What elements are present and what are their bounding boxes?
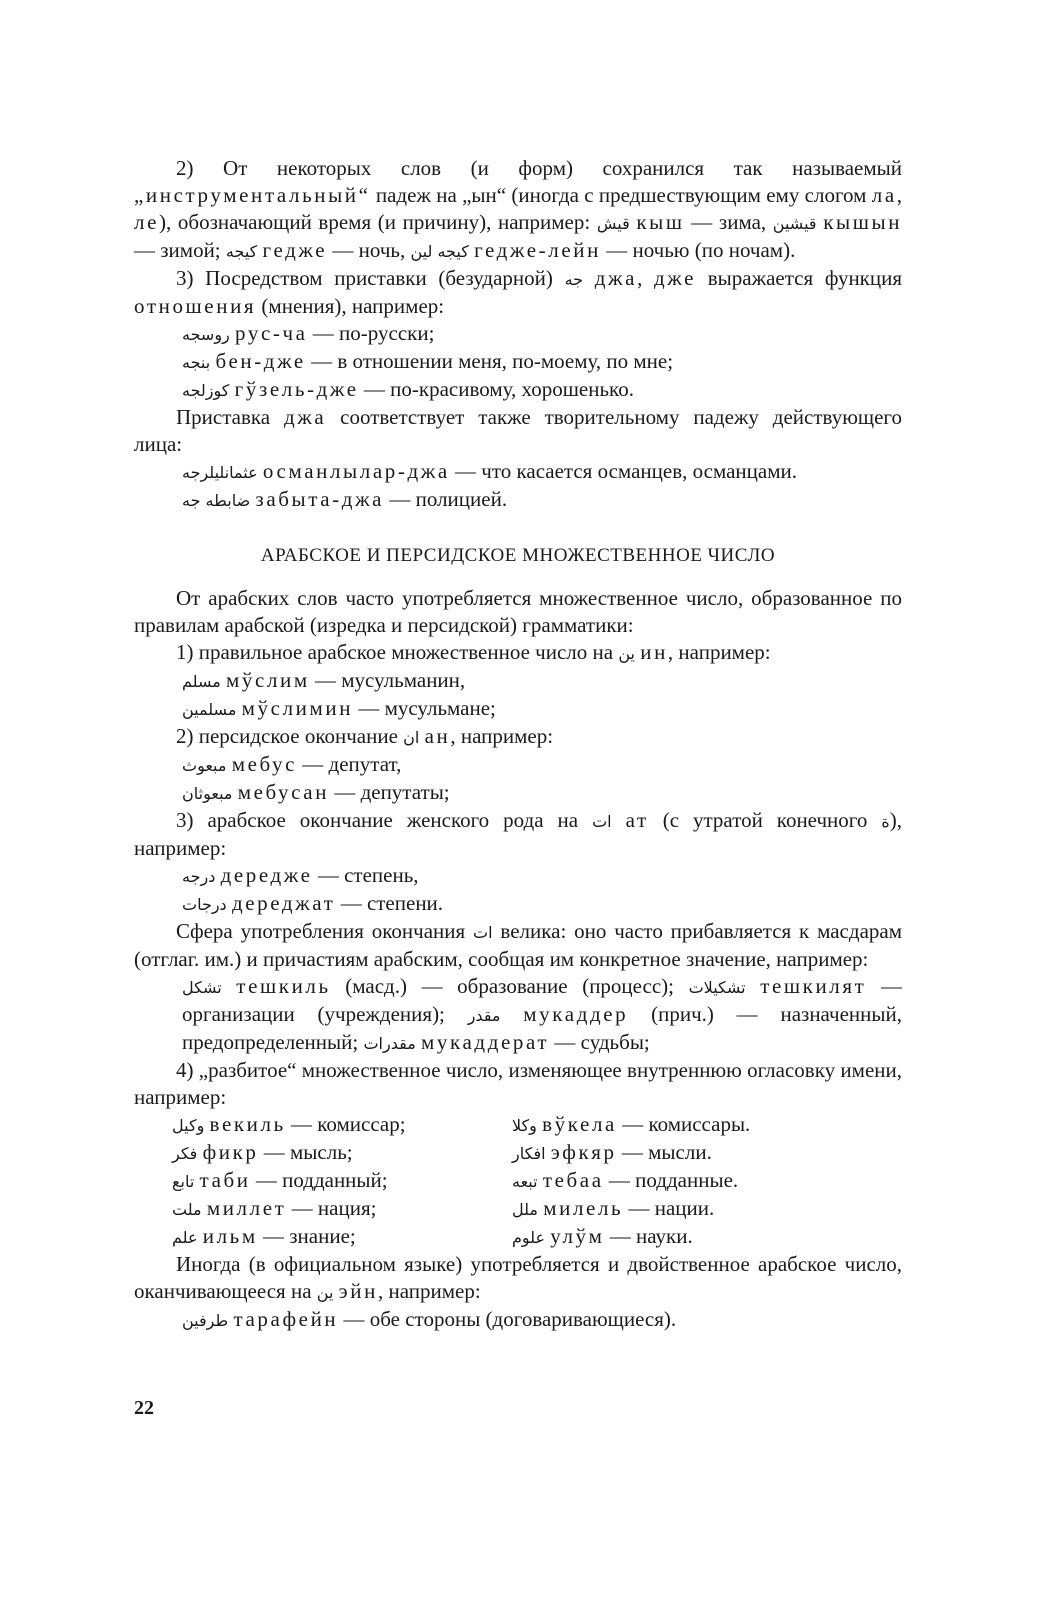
gloss: — организации (учреждения); xyxy=(182,974,903,1026)
text-run: Иногда (в официальном языке) употребляется и двойственное арабское число, оканчивающееся на xyxy=(134,1252,902,1303)
gloss: — знание; xyxy=(257,1224,356,1248)
paragraph-prefix-dzha xyxy=(134,265,902,320)
transliteration: гедже xyxy=(262,238,328,262)
arabic-word: تشكيلات xyxy=(688,978,746,997)
transliteration: забыта-джа xyxy=(255,487,385,511)
gloss: — судьбы; xyxy=(549,1030,650,1054)
text-run: велика: оно часто прибавляется к масдарам (отглаг. им.) и причастиям арабским, сообщая им конкретное значение, например: xyxy=(134,919,902,971)
gloss: — нация; xyxy=(286,1196,377,1220)
text-run: падеж на „ын“ (иногда с предшествующим ему слогом xyxy=(370,183,872,207)
transliteration: тебаа xyxy=(542,1168,604,1192)
example-line xyxy=(182,695,902,723)
gloss: — подданные. xyxy=(603,1168,739,1192)
paragraph-agent xyxy=(134,404,902,458)
text-run: ), обозначающий время (и причину), например: xyxy=(159,210,591,234)
gloss: — степень, xyxy=(312,863,419,887)
syllable-la: ла xyxy=(871,183,897,207)
broken-plural-row xyxy=(172,1111,902,1139)
gloss: — депутаты; xyxy=(329,780,450,804)
transliteration: милель xyxy=(543,1196,624,1220)
arabic-word: وكيل xyxy=(172,1116,205,1135)
gloss: (прич.) — назначенный, предопределенный; xyxy=(182,1002,902,1054)
transliteration: мебус xyxy=(231,752,298,776)
arabic-word: تشكل xyxy=(182,978,222,997)
transliteration: дередже xyxy=(220,863,313,887)
arabic-word: مسلم xyxy=(182,672,221,691)
arabic-word: مبعوثان xyxy=(182,784,233,803)
plural-cell xyxy=(512,1223,902,1251)
transliteration: кышын xyxy=(823,210,903,234)
example-line xyxy=(182,862,902,890)
transliteration: вўкела xyxy=(542,1112,617,1136)
transliteration: ат xyxy=(625,808,649,832)
arabic-word: مبعوث xyxy=(182,756,227,775)
arabic-word: ين xyxy=(618,644,635,663)
paragraph-plural-2 xyxy=(134,723,902,751)
text-run: 2) От некоторых слов (и форм) сохранился так называемый xyxy=(176,156,902,180)
arabic-word: درجات xyxy=(182,895,227,914)
gloss: — по-красивому, хорошенько. xyxy=(358,377,634,401)
plural-cell xyxy=(512,1195,902,1223)
singular-cell xyxy=(172,1111,512,1139)
transliteration: мебусан xyxy=(237,780,330,804)
gloss: — ночью (по ночам). xyxy=(600,238,796,262)
arabic-letter: ة xyxy=(881,812,890,831)
plural-cell xyxy=(512,1167,902,1195)
example-line xyxy=(182,486,902,514)
arabic-word: تابع xyxy=(172,1172,195,1191)
example-line xyxy=(182,1306,902,1334)
transliteration: ан xyxy=(424,724,451,748)
arabic-word: علم xyxy=(172,1228,198,1247)
example-line xyxy=(182,320,902,348)
transliteration: гўзель-дже xyxy=(234,377,359,401)
transliteration: таби xyxy=(199,1168,251,1192)
text-run: соответствует также творительному падежу действующего лица: xyxy=(134,405,902,456)
arabic-word: مقدر xyxy=(467,1006,501,1025)
example-line xyxy=(182,667,902,695)
transliteration: фикр xyxy=(202,1140,259,1164)
text-run: , например: xyxy=(667,640,771,664)
arabic-word: ان xyxy=(403,728,420,747)
text-block xyxy=(134,155,902,1334)
singular-cell xyxy=(172,1223,512,1251)
text-run: , xyxy=(637,266,655,290)
arabic-word: ات xyxy=(592,812,612,831)
transliteration: тешкиль xyxy=(236,974,331,998)
arabic-word: ات xyxy=(473,923,493,942)
transliteration: мўслимин xyxy=(241,696,354,720)
gloss: — депутат, xyxy=(297,752,402,776)
arabic-word: مقدرات xyxy=(363,1034,416,1053)
example-line xyxy=(182,458,902,486)
paragraph-dual xyxy=(134,1251,902,1306)
singular-cell xyxy=(172,1167,512,1195)
arabic-word: افكار xyxy=(512,1144,546,1163)
plural-cell xyxy=(512,1139,902,1167)
gloss: — обе стороны (договаривающиеся). xyxy=(338,1307,677,1331)
term-instrumental: „инструментальный“ xyxy=(134,183,371,207)
broken-plural-row xyxy=(172,1139,902,1167)
transliteration: мукаддерат xyxy=(421,1030,550,1054)
example-line xyxy=(182,348,902,376)
arabic-word: ملل xyxy=(512,1200,538,1219)
syllable-le: ле xyxy=(134,210,160,234)
arabic-word: كيجه لين xyxy=(410,242,469,261)
gloss: (масд.) — образование (процесс); xyxy=(330,974,689,998)
arabic-word: مسلمين xyxy=(182,700,237,719)
transliteration: мукаддер xyxy=(523,1002,629,1026)
term-relation: отношения xyxy=(134,294,257,318)
paragraph-plural-3 xyxy=(134,807,902,862)
paragraph-plural-4: 4) „разбитое“ множественное число, изменяющее внутреннюю огласовку имени, например: xyxy=(134,1058,902,1109)
arabic-word: كوزلجه xyxy=(182,381,230,400)
text-run: , xyxy=(896,183,902,207)
transliteration: бен-дже xyxy=(215,349,306,373)
broken-plural-row xyxy=(172,1195,902,1223)
gloss: — мысль; xyxy=(258,1140,353,1164)
transliteration: гедже-лейн xyxy=(474,238,601,262)
transliteration: османлылар-джа xyxy=(262,459,450,483)
text-run: 1) правильное арабское множественное число на xyxy=(176,640,619,664)
singular-cell xyxy=(172,1195,512,1223)
gloss: — мысли. xyxy=(616,1140,712,1164)
transliteration: дже xyxy=(654,266,697,290)
text-run: 3) Посредством приставки (безударной) xyxy=(176,266,565,290)
paragraph-plural-1 xyxy=(134,639,902,667)
text-run: (мнения), например: xyxy=(256,294,445,318)
arabic-word: تبعه xyxy=(512,1172,538,1191)
gloss: — зимой; xyxy=(134,238,226,262)
gloss: — комиссар; xyxy=(285,1112,406,1136)
arabic-word: وكلا xyxy=(512,1116,537,1135)
arabic-word: روسجه xyxy=(182,325,230,344)
text-run: ), например: xyxy=(134,808,902,860)
transliteration: дереджат xyxy=(231,891,336,915)
gloss: — комиссары. xyxy=(616,1112,751,1136)
arabic-word: ملت xyxy=(172,1200,202,1219)
gloss: — в отношении меня, по-моему, по мне; xyxy=(305,349,674,373)
transliteration: джа xyxy=(283,405,327,429)
example-line xyxy=(182,751,902,779)
transliteration: кыш xyxy=(636,210,685,234)
transliteration: рус-ча xyxy=(235,321,308,345)
gloss: — науки. xyxy=(604,1224,693,1248)
arabic-word: عثمانليلرجه xyxy=(182,463,258,482)
gloss: — полицией. xyxy=(384,487,508,511)
broken-plural-row xyxy=(172,1223,902,1251)
arabic-word: درجه xyxy=(182,867,216,886)
transliteration: ин xyxy=(640,640,668,664)
gloss: — что касается османцев, османцами. xyxy=(449,459,797,483)
transliteration: мўслим xyxy=(226,668,310,692)
paragraph-instrumental-case xyxy=(134,155,902,265)
transliteration: миллет xyxy=(206,1196,287,1220)
gloss: — по-русски; xyxy=(307,321,435,345)
gloss: — нации. xyxy=(623,1196,715,1220)
transliteration: ильм xyxy=(202,1224,258,1248)
text-run: Сфера употребления окончания xyxy=(176,919,474,943)
arabic-word: ين xyxy=(316,1283,334,1302)
arabic-word: كيجه xyxy=(225,242,258,261)
arabic-word: بنجه xyxy=(182,353,211,372)
arabic-word: علوم xyxy=(512,1228,546,1247)
text-run: выражается функция xyxy=(696,266,903,290)
transliteration: тешкилят xyxy=(760,974,867,998)
gloss: — ночь, xyxy=(327,238,411,262)
transliteration: улўм xyxy=(550,1224,605,1248)
paragraph-sfera xyxy=(134,918,902,973)
section-heading: АРАБСКОЕ И ПЕРСИДСКОЕ МНОЖЕСТВЕННОЕ ЧИСЛО xyxy=(260,545,776,566)
transliteration: эйн xyxy=(338,1279,378,1303)
arabic-word: طرفين xyxy=(182,1311,229,1330)
transliteration: векиль xyxy=(209,1112,286,1136)
transliteration: джа xyxy=(594,266,638,290)
paragraph-plural-intro: От арабских слов часто употребляется множественное число, образованное по правилам арабской (изредка и персидской) грамматики: xyxy=(134,586,902,637)
transliteration: тарафейн xyxy=(233,1307,339,1331)
plural-cell xyxy=(512,1111,902,1139)
broken-plural-table xyxy=(134,1111,902,1251)
gloss: — степени. xyxy=(335,891,444,915)
gloss: — мусульманин, xyxy=(309,668,466,692)
example-line xyxy=(182,890,902,918)
transliteration: эфкяр xyxy=(550,1140,617,1164)
arabic-word: قيش xyxy=(596,214,630,233)
gloss: — подданный; xyxy=(250,1168,388,1192)
gloss: — мусульмане; xyxy=(353,696,496,720)
example-block xyxy=(182,973,902,1057)
example-line xyxy=(182,376,902,404)
text-run: , например: xyxy=(377,1279,481,1303)
page-number: 22 xyxy=(134,1397,154,1419)
text-run: Приставка xyxy=(176,405,284,429)
gloss: — зима, xyxy=(684,210,773,234)
text-run: (с утратой конечного xyxy=(648,808,882,832)
example-line xyxy=(182,779,902,807)
arabic-word: قيشين xyxy=(772,214,817,233)
text-run: , например: xyxy=(450,724,554,748)
arabic-word: فكر xyxy=(172,1144,198,1163)
text-run: 2) персидское окончание xyxy=(176,724,404,748)
arabic-word: ضابطه جه xyxy=(182,491,251,510)
text-run: 3) арабское окончание женского рода на xyxy=(176,808,593,832)
singular-cell xyxy=(172,1139,512,1167)
arabic-word: جه xyxy=(564,270,584,289)
broken-plural-row xyxy=(172,1167,902,1195)
